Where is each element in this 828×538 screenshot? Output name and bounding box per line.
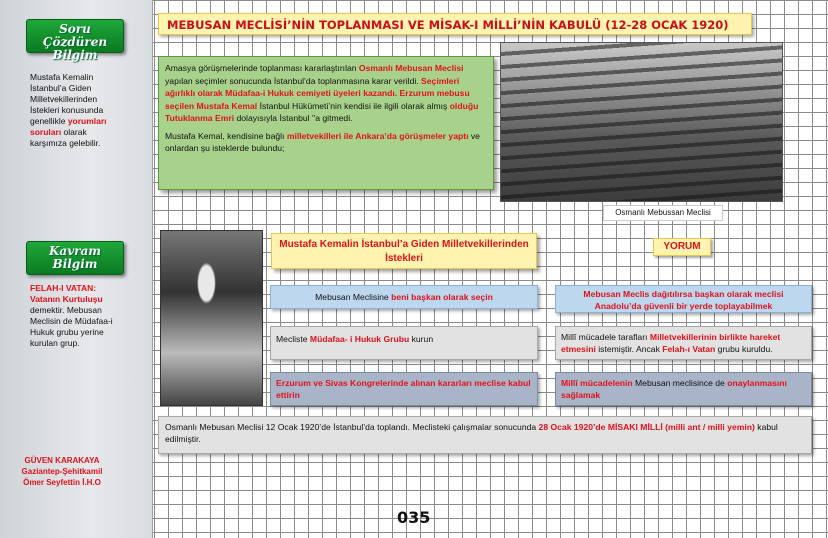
highlight-text: Millî mücadelenin [561,378,633,388]
body-text: Amasya görüşmelerinde toplanması kararlaştırılan [165,63,359,73]
highlight-text: Felah-ı Vatan [662,344,716,354]
soru-cozduren-badge [26,19,124,62]
comment-row-3 [555,372,812,406]
body-text: demektir. Mebusan Meclisin de Müdafaa-i Hukuk grubu yerine kurulan grup. [30,305,113,348]
body-text: olarak karşımıza gelebilir. [30,127,101,148]
body-text: grubu kuruldu. [715,344,773,354]
intro-paragraph-1 [165,62,487,125]
badge1-line2: Bilgim [52,48,98,62]
highlight-text: olduğu Tutuklanma Emri [165,100,479,123]
body-text: İstanbul Hükümeti’nin kendisi ile ilgili olarak almış [257,100,450,111]
sidebar-intro-text [30,72,120,149]
highlight-text: Erzurum ve Sivas Kongrelerinde alınan kararları meclise kabul ettirin [276,378,531,400]
highlight-text: Mebusan Meclis dağıtılırsa başkan olarak meclisi Anadolu’da güvenli bir yerde toplayabilmek [583,289,784,311]
kavram-bilgim-badge [26,241,124,275]
body-text: Mustafa Kemalin İstanbul’a Giden Milletvekillerinden İstekleri konusunda genellikle [30,72,104,126]
demand-row-3 [270,372,538,406]
author-credit: GÜVEN KARAKAYA Gaziantep-Şehitkamil Ömer Seyfettin İ.H.O [21,456,103,487]
body-text: Mecliste [276,334,310,344]
body-text: dolayısıyla İstanbul ''a gitmedi. [234,113,353,123]
body-text: yapılan seçimler sonucunda İstanbul’da toplanmasına karar verildi. [165,75,422,86]
highlight-text: Milletvekillerinin birlikte hareket etmesini [561,332,781,354]
page-number: 035 [397,508,431,527]
demands-heading: Mustafa Kemalin İstanbul’a Giden Milletvekillerinden İstekleri [271,233,537,269]
highlight-text: 28 Ocak 1920’de MİSAKI MİLLİ (milli ant / milli yemin) [538,422,755,432]
page-title: MEBUSAN MECLİSİ’NİN TOPLANMASI VE MİSAK-I MİLLİ’NİN KABULÜ (12-28 OCAK 1920) [158,13,752,35]
intro-paragraph-2 [165,130,487,155]
summary-box [158,416,812,454]
highlight-text: FELAH-I VATAN: Vatanın Kurtuluşu [30,283,103,304]
body-text: istemiştir. Ancak [595,344,663,354]
photo-caption: Osmanlı Mebussan Meclisi [603,205,723,221]
highlight-text: Osmanlı Mebusan Meclisi [358,63,464,73]
highlight-text: onaylanmasını sağlamak [561,378,787,400]
parliament-photo [500,42,783,202]
body-text: Mebusan meclisince de [632,378,728,388]
body-text: Millî mücadele tarafları [561,332,650,342]
body-text: Osmanlı Mebusan Meclisi 12 Ocak 1920’de İstanbul’da toplandı. Meclisteki çalışmalar sonucunda [165,422,539,432]
mustafa-kemal-photo [160,230,263,406]
sidebar [0,0,153,538]
highlight-text: Seçimleri ağırlıklı olarak Müdafaa-i Hukuk cemiyeti üyeleri kazandı. Erzurum mebusu seçilen Mustafa Kemal [165,75,470,111]
demand-row-1 [270,285,538,309]
body-text: Mustafa Kemal, kendisine bağlı [165,130,287,141]
demand-row-2 [270,326,538,360]
yorum-label: YORUM [653,238,711,256]
body-text: Mebusan Meclisine [315,292,392,302]
comment-row-2 [555,326,812,360]
body-text: ve onlardan şu isteklerde bulundu; [165,130,480,153]
body-text: kabul edilmiştir. [165,422,778,444]
intro-box [158,56,494,190]
highlight-text: Müdafaa- i Hukuk Grubu [309,334,410,344]
body-text: kurun [409,334,434,344]
badge2-line1: Kavram [49,244,101,258]
concept-text [30,283,120,349]
badge2-line2: Bilgim [52,257,98,271]
highlight-text: beni başkan olarak seçin [391,292,493,302]
highlight-text: milletvekilleri ile Ankara’da görüşmeler yaptı [286,130,469,141]
badge1-line1: Soru Çözdüren [42,22,108,49]
highlight-text: yorumları soruları [30,116,107,137]
comment-row-1 [555,285,812,313]
